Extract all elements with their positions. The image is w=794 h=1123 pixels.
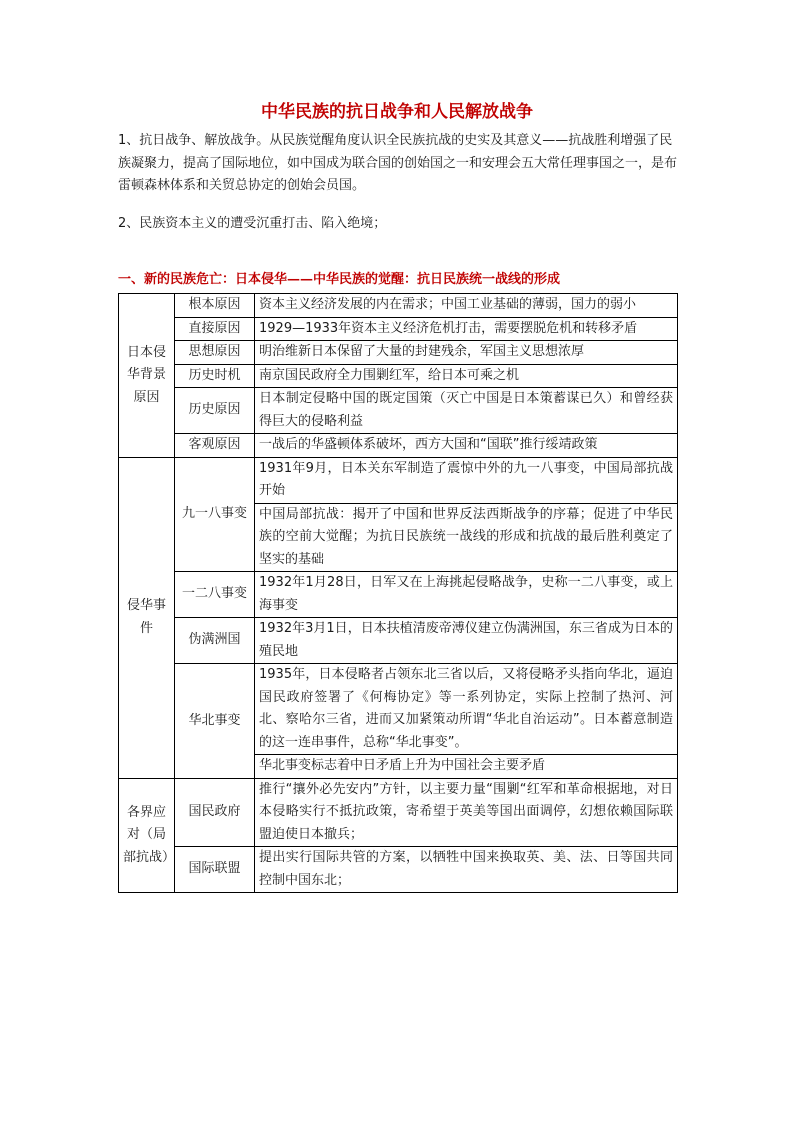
label-cell: 国际联盟 — [175, 847, 255, 893]
table-row — [119, 778, 678, 847]
label-cell: 一二八事变 — [175, 572, 255, 618]
history-table — [118, 293, 678, 893]
description-cell: 一战后的华盛顿体系破坏，西方大国和“国联”推行绥靖政策 — [255, 434, 678, 458]
label-cell: 根本原因 — [175, 294, 255, 318]
label-cell: 客观原因 — [175, 434, 255, 458]
description-cell: 南京国民政府全力围剿红军，给日本可乘之机 — [255, 364, 678, 388]
label-cell: 思想原因 — [175, 341, 255, 365]
description-cell: 日本制定侵略中国的既定国策（灭亡中国是日本策蓄谋已久）和曾经获得巨大的侵略利益 — [255, 388, 678, 434]
description-cell: 资本主义经济发展的内在需求；中国工业基础的薄弱，国力的弱小 — [255, 294, 678, 318]
description-cell: 1935年，日本侵略者占领东北三省以后，又将侵略矛头指向华北，逼迫国民政府签署了《何梅协定》等一系列协定，实际上控制了热河、河北、察哈尔三省，进而又加紧策动所谓“华北自治运动”。日本蓄意制造的这一连串事件，总称“华北事变”。 — [255, 664, 678, 755]
document-title: 中华民族的抗日战争和人民解放战争 — [261, 102, 533, 122]
table-row — [119, 364, 678, 388]
description-cell: 推行“攘外必先安内”方针，以主要力量“围剿“红军和革命根据地，对日本侵略实行不抵抗政策，寄希望于英美等国出面调停，幻想依赖国际联盟迫使日本撤兵； — [255, 778, 678, 847]
table-row — [119, 388, 678, 434]
description-cell: 中国局部抗战：揭开了中国和世界反法西斯战争的序幕；促进了中华民族的空前大觉醒；为抗日民族统一战线的形成和抗战的最后胜利奠定了坚实的基础 — [255, 503, 678, 572]
label-cell: 华北事变 — [175, 664, 255, 779]
intro-paragraph-2: 2、民族资本主义的遭受沉重打击、陷入绝境； — [118, 216, 387, 231]
category-cell: 日本侵华背景原因 — [119, 294, 175, 458]
description-cell: 1932年3月1日，日本扶植清废帝溥仪建立伪满洲国，东三省成为日本的殖民地 — [255, 618, 678, 664]
section-heading: 一、新的民族危亡：日本侵华——中华民族的觉醒：抗日民族统一战线的形成 — [118, 272, 561, 287]
table-row — [119, 434, 678, 458]
label-cell: 直接原因 — [175, 317, 255, 341]
description-cell: 明治维新日本保留了大量的封建残余，军国主义思想浓厚 — [255, 341, 678, 365]
description-cell: 1931年9月，日本关东军制造了震惊中外的九一八事变，中国局部抗战开始 — [255, 457, 678, 503]
table-row — [119, 618, 678, 664]
table-row — [119, 294, 678, 318]
label-cell: 历史时机 — [175, 364, 255, 388]
category-cell: 各界应对（局部抗战） — [119, 778, 175, 893]
description-cell: 1929—1933年资本主义经济危机打击，需要摆脱危机和转移矛盾 — [255, 317, 678, 341]
category-cell: 侵华事件 — [119, 457, 175, 778]
description-cell: 华北事变标志着中日矛盾上升为中国社会主要矛盾 — [255, 755, 678, 779]
label-cell: 伪满洲国 — [175, 618, 255, 664]
intro-paragraph-1: 1、抗日战争、解放战争。从民族觉醒角度认识全民族抗战的史实及其意义——抗战胜利增强了民族凝聚力，提高了国际地位，如中国成为联合国的创始国之一和安理会五大常任理事国之一，是布雷顿森林体系和关贸总协定的创始会员国。 — [118, 133, 678, 193]
table-row — [119, 572, 678, 618]
label-cell: 历史原因 — [175, 388, 255, 434]
table-row — [119, 457, 678, 503]
label-cell: 九一八事变 — [175, 457, 255, 572]
description-cell: 提出实行国际共管的方案，以牺牲中国来换取英、美、法、日等国共同控制中国东北； — [255, 847, 678, 893]
table-row — [119, 317, 678, 341]
table-row — [119, 664, 678, 755]
description-cell: 1932年1月28日，日军又在上海挑起侵略战争，史称一二八事变，或上海事变 — [255, 572, 678, 618]
label-cell: 国民政府 — [175, 778, 255, 847]
table-row — [119, 847, 678, 893]
table-row — [119, 341, 678, 365]
